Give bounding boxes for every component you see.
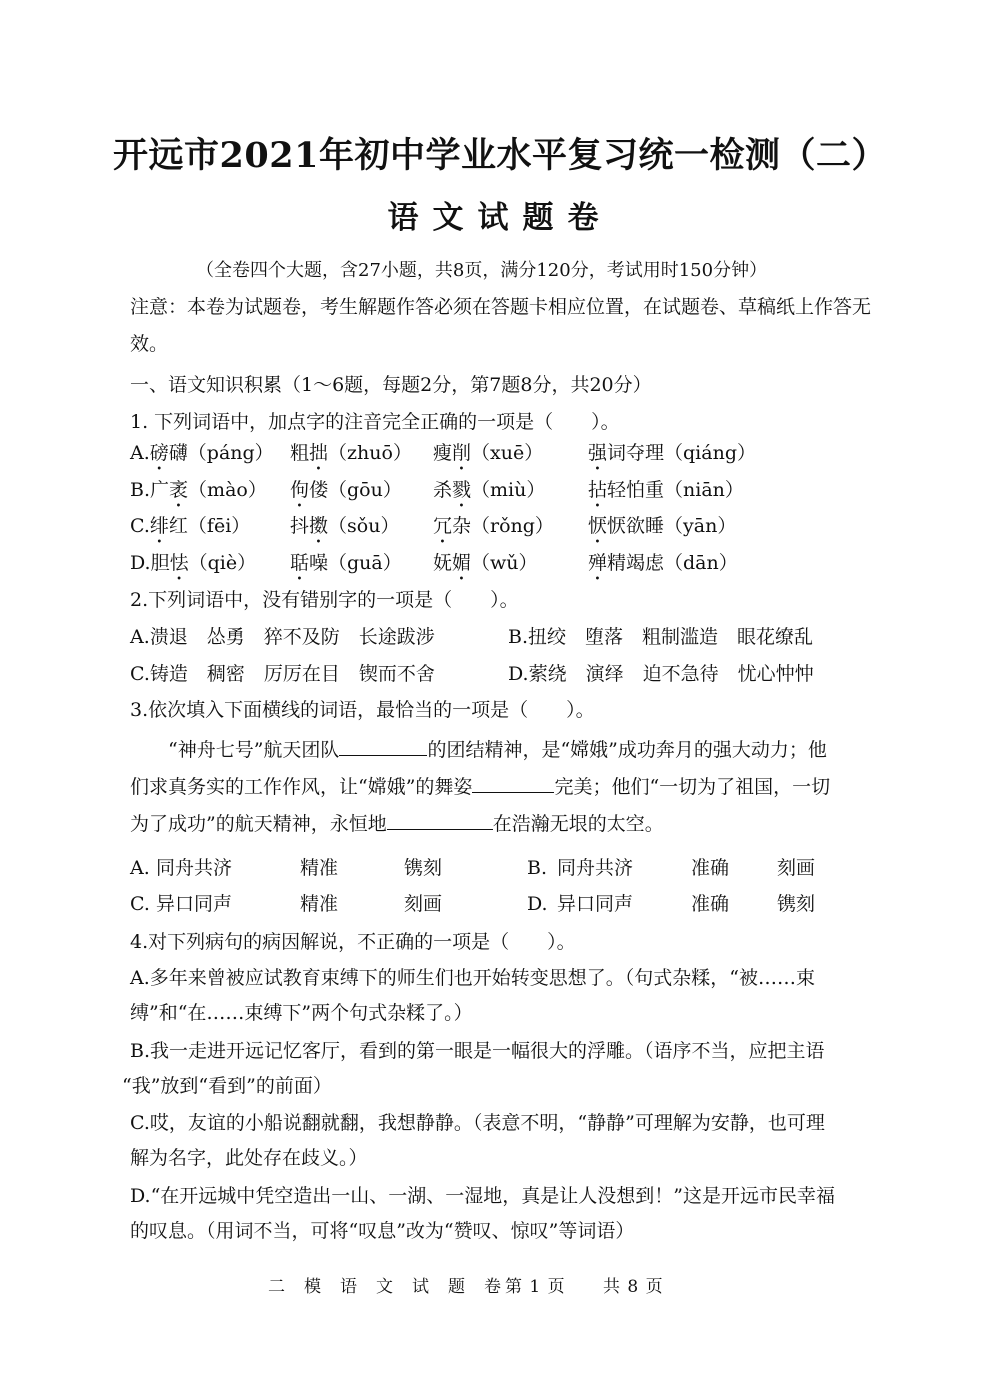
word-pre: 杀: [433, 479, 453, 501]
word-pre: 瘦: [433, 442, 453, 464]
fill-blank-3: [387, 809, 493, 830]
word-post: 偻（gōu）: [309, 479, 402, 501]
passage-text: 为了成功”的航天精神，永恒地: [130, 813, 387, 835]
q2-stem: 2.下列词语中，没有错别字的一项是（ ）。: [130, 589, 519, 611]
dotted-char: 殚: [588, 552, 608, 574]
dotted-char: 磅: [149, 442, 169, 464]
option-label: B.: [130, 479, 151, 501]
passage-text: “神舟七号”航天团队: [168, 739, 340, 761]
word-post: 词夺理（qiáng）: [607, 442, 756, 464]
exam-info: （全卷四个大题，含27小题，共8页，满分120分，考试用时150分钟）: [196, 260, 768, 281]
dotted-char: 袤: [169, 479, 189, 501]
dotted-char: 冗: [433, 515, 453, 537]
dotted-char: 聒: [290, 552, 310, 574]
q2-option-b: B.扭绞 堕落 粗制滥造 眼花缭乱: [508, 626, 814, 648]
option-word: 镌刻: [404, 857, 443, 879]
passage-text: 的团结精神，是“嫦娥”成功奔月的强大动力；他: [427, 739, 827, 761]
word-post: 噪（guā）: [309, 552, 402, 574]
exam-title: 开远市2021年初中学业水平复习统一检测（二）: [113, 135, 887, 176]
dotted-char: 媚: [452, 552, 472, 574]
option-label: D.: [130, 552, 151, 574]
word-post: （mào）: [188, 479, 267, 501]
dotted-char: 恹: [588, 515, 608, 537]
option-word: 同舟共济: [557, 857, 634, 879]
q4-option-a-line-1: A.多年来曾被应试教育束缚下的师生们也开始转变思想了。（句式杂糅，“被……束: [130, 967, 815, 989]
option-label: C.: [130, 893, 150, 915]
word-post: （zhuō）: [328, 442, 412, 464]
q4-stem: 4.对下列病句的病因解说，不正确的一项是（ ）。: [130, 931, 576, 953]
word-post: （qiè）: [188, 552, 257, 574]
option-word: 刻画: [777, 857, 816, 879]
option-label: C.: [130, 515, 150, 537]
option-word: 准确: [691, 893, 730, 915]
q3-stem: 3.依次填入下面横线的词语，最恰当的一项是（ ）。: [130, 699, 595, 721]
q4-option-b-line-2: “我”放到“看到”的前面）: [122, 1075, 332, 1097]
option-label: A.: [130, 442, 150, 464]
dotted-char: 佝: [290, 479, 310, 501]
q3-passage-line-2: [130, 772, 830, 800]
word-post: （miù）: [471, 479, 546, 501]
word-pre: 胆: [150, 552, 170, 574]
word-post: （sǒu）: [328, 515, 400, 537]
q4-option-c-line-1: C.哎，友谊的小船说翻就翻，我想静静。（表意不明，“静静”可理解为安静，也可理: [130, 1112, 825, 1134]
dotted-char: 强: [588, 442, 608, 464]
passage-text: 在浩瀚无垠的太空。: [492, 813, 664, 835]
dotted-char: 戮: [452, 479, 472, 501]
word-post: （wǔ）: [471, 552, 538, 574]
word-post: 红（fēi）: [168, 515, 251, 537]
q4-option-d-line-2: 的叹息。（用词不当，可将“叹息”改为“赞叹、惊叹”等词语）: [130, 1220, 635, 1242]
passage-text: 们求真务实的工作作风，让“嫦娥”的舞姿: [130, 776, 473, 798]
q4-option-b-line-1: B.我一走进开远记忆客厅，看到的第一眼是一幅很大的浮雕。（语序不当，应把主语: [130, 1040, 825, 1062]
dotted-char: 拙: [309, 442, 329, 464]
q2-option-a: A.溃退 怂勇 猝不及防 长途跋涉: [130, 626, 435, 648]
option-word: 精准: [300, 857, 339, 879]
word-post: 礴（páng）: [168, 442, 274, 464]
dotted-char: 削: [452, 442, 472, 464]
footer-exam-name: 二 模 语 文 试 题 卷: [268, 1277, 502, 1297]
option-label: B.: [527, 857, 548, 879]
section-heading: 一、语文知识积累（1～6题，每题2分，第7题8分，共20分）: [130, 374, 652, 396]
q4-option-a-line-2: 缚”和“在……束缚下”两个句式杂糅了。）: [130, 1002, 473, 1024]
word-pre: 抖: [290, 515, 310, 537]
option-word: 刻画: [404, 893, 443, 915]
dotted-char: 怯: [169, 552, 189, 574]
word-pre: 粗: [290, 442, 310, 464]
exam-subtitle: 语文试题卷: [387, 200, 613, 236]
word-post: 精竭虑（dān）: [607, 552, 738, 574]
word-post: 恹欲睡（yān）: [607, 515, 737, 537]
q3-passage-line-1: [168, 735, 827, 763]
dotted-char: 拈: [588, 479, 608, 501]
passage-text: 完美；他们“一切为了祖国，一切: [554, 776, 831, 798]
option-label: D.: [527, 893, 548, 915]
footer-page-number: 第 1 页: [505, 1277, 566, 1297]
option-word: 异口同声: [557, 893, 634, 915]
word-post: 杂（rǒng）: [452, 515, 554, 537]
option-word: 镌刻: [777, 893, 816, 915]
q2-option-c: C.铸造 稠密 厉厉在目 锲而不舍: [130, 663, 435, 685]
option-word: 同舟共济: [156, 857, 233, 879]
word-post: （xuē）: [471, 442, 544, 464]
q4-option-d-line-1: D.“在开远城中凭空造出一山、一湖、一湿地，真是让人没想到！”这是开远市民幸福: [130, 1185, 836, 1207]
notice-line-1: 注意：本卷为试题卷，考生解题作答必须在答题卡相应位置，在试题卷、草稿纸上作答无: [130, 296, 872, 318]
option-word: 精准: [300, 893, 339, 915]
option-label: A.: [130, 857, 150, 879]
word-post: 轻怕重（niān）: [607, 479, 744, 501]
fill-blank-1: [339, 735, 427, 756]
fill-blank-2: [472, 772, 554, 793]
notice-line-2: 效。: [130, 333, 169, 355]
word-pre: 广: [150, 479, 170, 501]
dotted-char: 绯: [149, 515, 169, 537]
q4-option-c-line-2: 解为名字，此处存在歧义。）: [130, 1147, 368, 1169]
option-word: 异口同声: [156, 893, 233, 915]
word-pre: 妩: [433, 552, 453, 574]
dotted-char: 擞: [309, 515, 329, 537]
q2-option-d: D.萦绕 演绎 迫不急待 忧心忡忡: [508, 663, 814, 685]
footer-total-pages: 共 8 页: [603, 1277, 664, 1297]
q3-passage-line-3: [130, 809, 664, 837]
q1-stem: 1. 下列词语中，加点字的注音完全正确的一项是（ ）。: [130, 411, 620, 433]
option-word: 准确: [691, 857, 730, 879]
